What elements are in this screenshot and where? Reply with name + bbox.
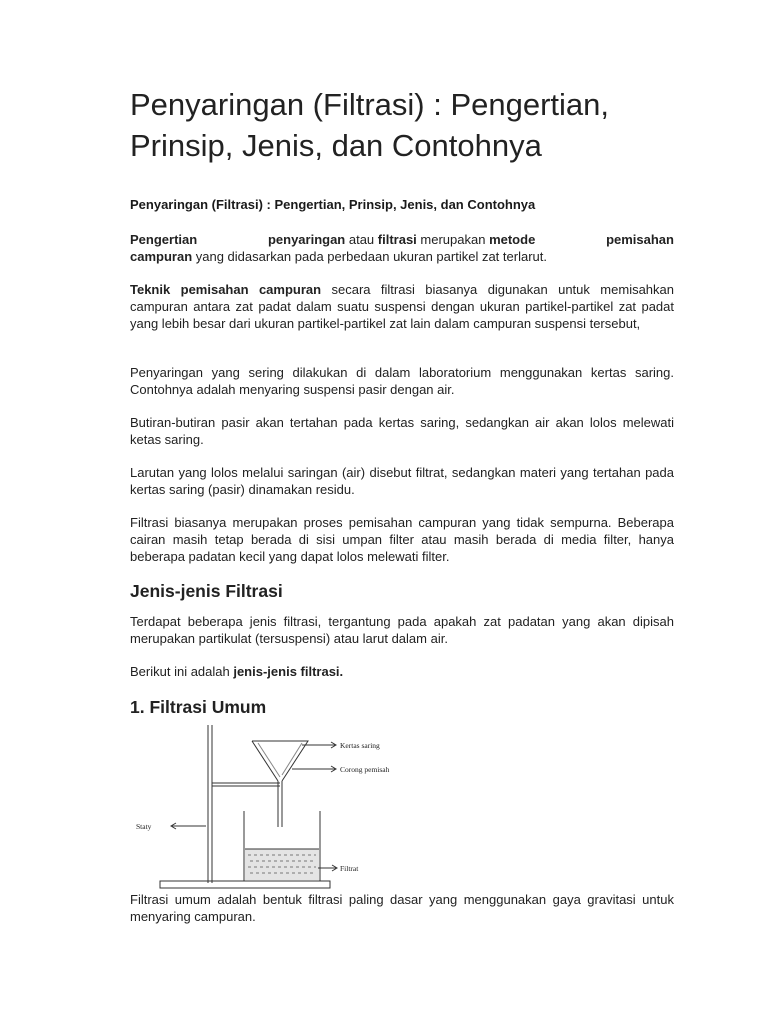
- label-staty: Staty: [136, 822, 152, 831]
- filter-paper-edge: [282, 743, 302, 775]
- text-fragment: secara filtrasi biasanya digunakan untuk memisahkan campuran antara zat padat dalam suatu suspensi dengan ukuran partikel-partikel zat padat yang lebih besar dari ukuran partikel-partikel zat lain dalam campuran suspensi tersebut,: [130, 282, 674, 331]
- funnel-left: [252, 741, 278, 781]
- term-teknik: Teknik pemisahan campuran: [130, 282, 322, 297]
- filtrate-liquid: [245, 849, 319, 880]
- heading-filtrasi-umum: 1. Filtrasi Umum: [130, 697, 267, 717]
- term-campuran: campuran: [130, 249, 193, 264]
- text-fragment: merupakan: [416, 232, 490, 247]
- text-fragment: Berikut ini adalah: [130, 664, 234, 679]
- filtration-diagram: [130, 723, 460, 895]
- paragraph-jenis: Terdapat beberapa jenis filtrasi, tergantung pada apakah zat padatan yang akan dipisah merupakan partikulat (tersuspensi) atau larut dalam air.: [130, 614, 674, 646]
- filter-paper: [258, 743, 280, 777]
- paragraph-butiran: Butiran-butiran pasir akan tertahan pada kertas saring, sedangkan air akan lolos melewati ketas saring.: [130, 415, 674, 447]
- paragraph-laboratorium: Penyaringan yang sering dilakukan di dalam laboratorium menggunakan kertas saring. Contohnya adalah menyaring suspensi pasir dengan air.: [130, 365, 674, 397]
- stand-base: [160, 881, 330, 888]
- text-fragment: yang didasarkan pada perbedaan ukuran partikel zat terlarut.: [192, 249, 547, 264]
- paragraph-filtrat: Larutan yang lolos melalui saringan (air) disebut filtrat, sedangkan materi yang tertahan pada kertas saring (pasir) dinamakan residu.: [130, 465, 674, 497]
- term-penyaringan: penyaringan: [267, 232, 346, 247]
- label-kertas-saring: Kertas saring: [340, 741, 380, 750]
- article-subtitle: Penyaringan (Filtrasi) : Pengertian, Prinsip, Jenis, dan Contohnya: [130, 197, 536, 212]
- paragraph-proses: Filtrasi biasanya merupakan proses pemisahan campuran yang tidak sempurna. Beberapa cairan masih tetap berada di sisi umpan filter atau masih berada di media filter, hanya beberapa padatan kecil yang dapat lolos melewati filter.: [130, 515, 674, 564]
- term-jenis-filtrasi: jenis-jenis filtrasi.: [233, 664, 344, 679]
- paragraph-berikut: [130, 663, 674, 680]
- label-filtrat: Filtrat: [340, 864, 359, 873]
- text-fragment: atau: [345, 232, 378, 247]
- paragraph-filtrasi-umum: Filtrasi umum adalah bentuk filtrasi paling dasar yang menggunakan gaya gravitasi untuk menyaring campuran.: [130, 892, 674, 924]
- article-title: Penyaringan (Filtrasi) : Pengertian, Prinsip, Jenis, dan Contohnya: [130, 87, 610, 163]
- term-pemisahan: pemisahan: [606, 232, 674, 247]
- term-metode: metode: [489, 232, 536, 247]
- label-corong-pemisah: Corong pemisah: [340, 765, 390, 774]
- paragraph-definition: [130, 231, 674, 265]
- heading-jenis-filtrasi: Jenis-jenis Filtrasi: [130, 581, 283, 601]
- term-pengertian: Pengertian: [130, 232, 198, 247]
- term-filtrasi: filtrasi: [377, 232, 417, 247]
- paragraph-teknik: [130, 281, 674, 332]
